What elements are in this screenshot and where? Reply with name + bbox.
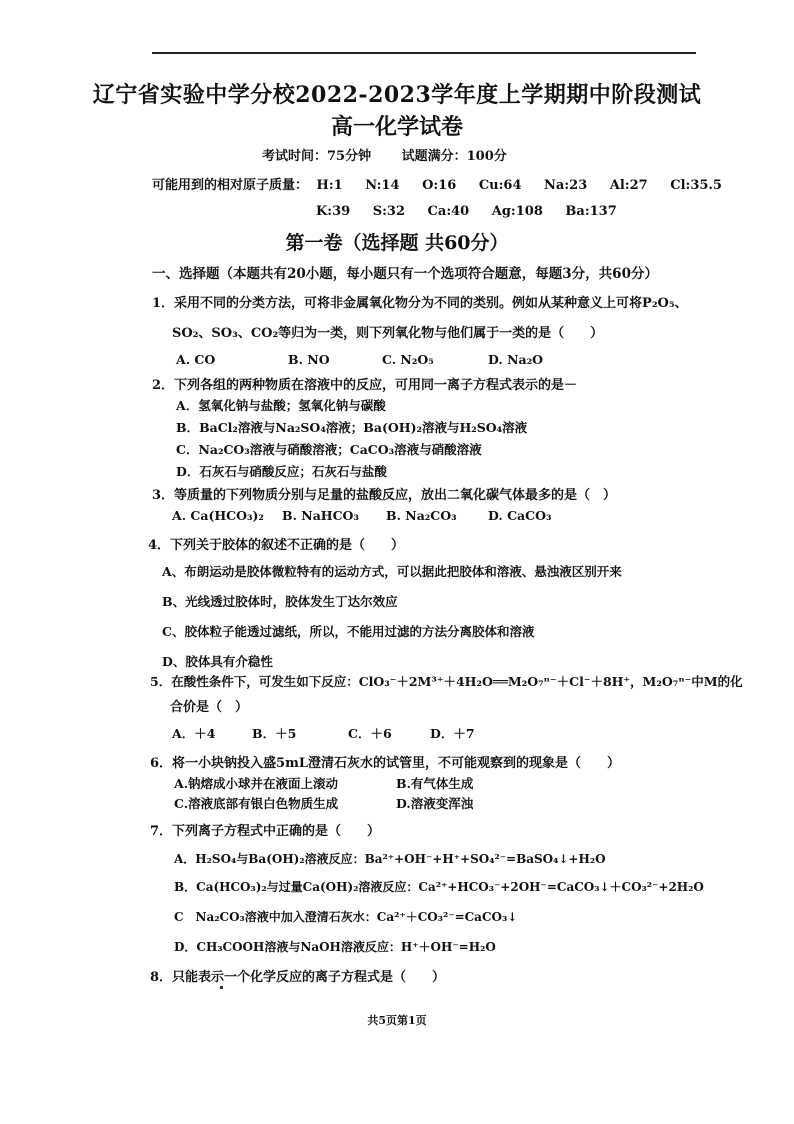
atomic-mass: S:32 (372, 204, 406, 219)
question-1-option-d: D. Na₂O (488, 352, 543, 367)
atomic-mass: O:16 (422, 178, 457, 193)
atomic-mass: N:14 (365, 178, 400, 193)
question-5-option-c: C．＋6 (348, 726, 392, 741)
atomic-mass: H:1 (316, 178, 343, 193)
atomic-mass: Cl:35.5 (670, 178, 722, 193)
question-1-stem: 1．采用不同的分类方法，可将非金属氧化物分为不同的类别。例如从某种意义上可将P₂O₅、 (152, 296, 688, 311)
question-6-option-d: D.溶液变浑浊 (396, 796, 474, 811)
question-2-option-d: D．石灰石与硝酸反应；石灰石与盐酸 (176, 464, 387, 479)
question-6-option-a: A.钠熔成小球并在液面上滚动 (174, 776, 339, 791)
question-5-stem-cont: 合价是（ ） (170, 700, 249, 715)
atomic-mass-row-1 (152, 174, 740, 193)
question-6-option-c: C.溶液底部有银白色物质生成 (174, 796, 339, 811)
top-rule (152, 52, 696, 54)
question-2-option-a: A．氢氧化钠与盐酸；氢氧化钠与碳酸 (176, 398, 386, 413)
question-5-option-b: B．＋5 (252, 726, 297, 741)
question-1-option-c: C. N₂O₅ (382, 352, 434, 367)
question-5-stem: 5．在酸性条件下，可发生如下反应：ClO₃⁻＋2M³⁺＋4H₂O══M₂O₇ⁿ⁻＋Cl⁻＋8H⁺，M₂O₇ⁿ⁻中M的化 (150, 674, 743, 689)
question-6-stem: 6．将一小块钠投入盛5mL澄清石灰水的试管里，不可能观察到的现象是（ ） (150, 756, 620, 771)
stray-mark (220, 986, 223, 989)
question-3-option-c: B. Na₂CO₃ (386, 508, 457, 523)
question-1-stem-cont: SO₂、SO₃、CO₂等归为一类，则下列氧化物与他们属于一类的是（ ） (172, 326, 604, 341)
atomic-mass: Ba:137 (565, 204, 617, 219)
part-title: 第一卷（选择题 共60分） (285, 232, 509, 254)
atomic-mass: Ag:108 (491, 204, 543, 219)
question-4-stem: 4．下列关于胶体的叙述不正确的是（ ） (148, 538, 405, 553)
question-4-option-b: B、光线透过胶体时，胶体发生丁达尔效应 (162, 594, 398, 609)
question-7-option-c: C Na₂CO₃溶液中加入澄清石灰水：Ca²⁺＋CO₃²⁻=CaCO₃↓ (174, 910, 518, 924)
question-1-option-b: B. NO (288, 352, 330, 367)
question-4-option-d: D、胶体具有介稳性 (162, 654, 273, 669)
question-8-stem: 8．只能表示一个化学反应的离子方程式是（ ） (150, 970, 446, 985)
exam-title: 辽宁省实验中学分校2022-2023学年度上学期期中阶段测试 (92, 82, 702, 108)
question-3-option-b: B. NaHCO₃ (282, 508, 359, 523)
question-4-option-c: C、胶体粒子能透过滤纸，所以，不能用过滤的方法分离胶体和溶液 (162, 624, 535, 639)
atomic-mass-label: 可能用到的相对原子质量： (152, 178, 309, 193)
section-heading: 一、选择题（本题共有20小题，每小题只有一个选项符合题意，每题3分，共60分） (152, 266, 658, 282)
question-3-option-a: A. Ca(HCO₃)₂ (172, 508, 264, 523)
question-7-option-d: D．CH₃COOH溶液与NaOH溶液反应：H⁺＋OH⁻=H₂O (174, 940, 496, 954)
question-7-option-b: B．Ca(HCO₃)₂与过量Ca(OH)₂溶液反应：Ca²⁺+HCO₃⁻+2OH⁻=CaCO₃↓＋CO₃²⁻+2H₂O (174, 880, 704, 894)
question-2-option-b: B．BaCl₂溶液与Na₂SO₄溶液；Ba(OH)₂溶液与H₂SO₄溶液 (176, 420, 528, 435)
exam-time: 考试时间：75分钟 (262, 149, 372, 164)
question-7-stem: 7．下列离子方程式中正确的是（ ） (150, 824, 381, 839)
question-3-option-d: D. CaCO₃ (488, 508, 552, 523)
question-7-option-a: A．H₂SO₄与Ba(OH)₂溶液反应：Ba²⁺+OH⁻+H⁺+SO₄²⁻=BaSO₄↓+H₂O (174, 852, 606, 866)
question-6-option-b: B.有气体生成 (396, 776, 474, 791)
question-2-stem: 2．下列各组的两种物质在溶液中的反应，可用同一离子方程式表示的是－ (152, 378, 578, 393)
page-footer: 共5页第1页 (367, 1014, 427, 1027)
question-4-option-a: A、布朗运动是胶体微粒特有的运动方式，可以据此把胶体和溶液、悬浊液区别开来 (162, 564, 622, 579)
question-5-option-d: D．＋7 (430, 726, 475, 741)
full-score: 试题满分：100分 (401, 149, 507, 164)
atomic-mass-row-2 (316, 204, 635, 219)
exam-subtitle: 高一化学试卷 (330, 114, 463, 140)
question-2-option-c: C．Na₂CO₃溶液与硝酸溶液；CaCO₃溶液与硝酸溶液 (176, 442, 482, 457)
atomic-mass: Ca:40 (427, 204, 470, 219)
atomic-mass: K:39 (316, 204, 351, 219)
atomic-mass: Al:27 (609, 178, 648, 193)
question-1-option-a: A. CO (176, 352, 216, 367)
atomic-mass: Cu:64 (478, 178, 522, 193)
question-5-option-a: A．＋4 (172, 726, 216, 741)
atomic-mass: Na:23 (544, 178, 588, 193)
exam-meta (262, 145, 507, 164)
question-3-stem: 3．等质量的下列物质分别与足量的盐酸反应，放出二氧化碳气体最多的是（ ） (152, 488, 617, 503)
